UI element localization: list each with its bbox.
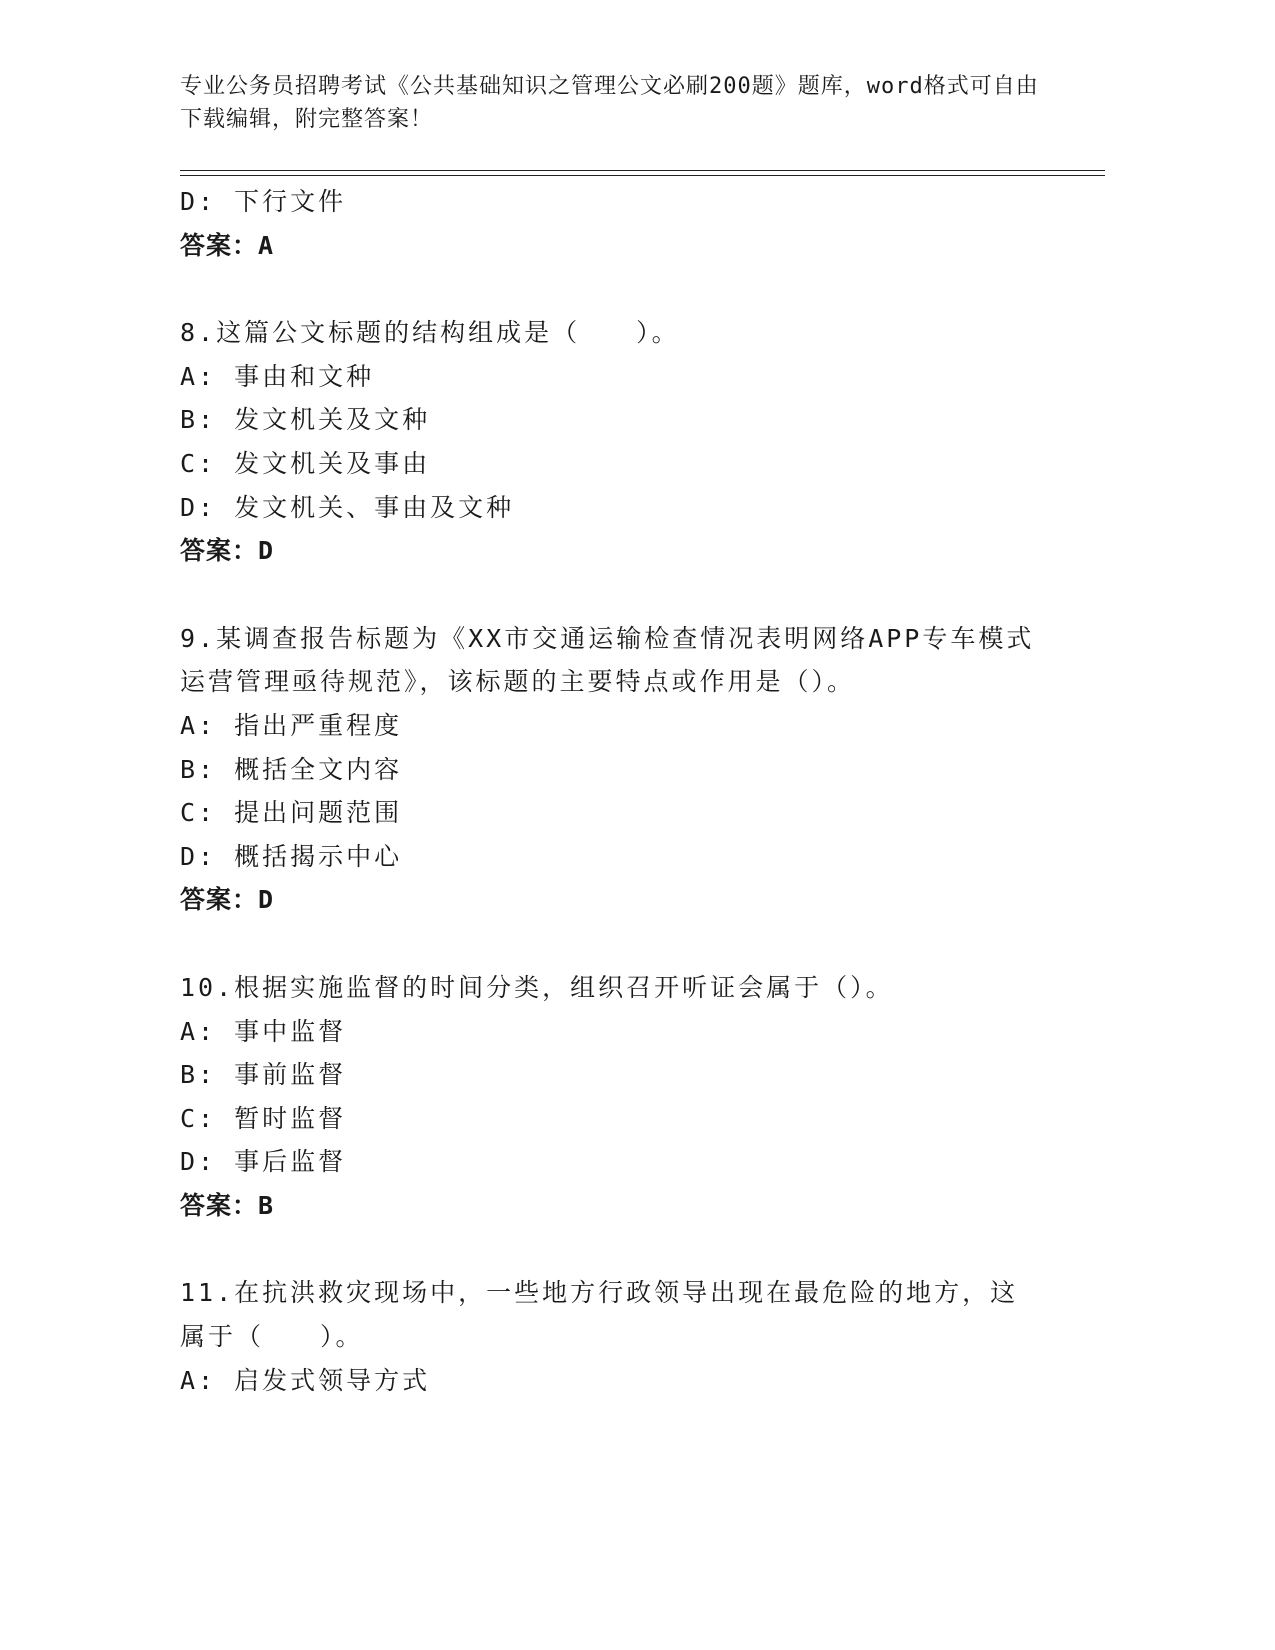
option-c: C: 提出问题范围 xyxy=(180,798,403,828)
answer-line: 答案：D xyxy=(180,885,275,915)
header-divider-top xyxy=(180,170,1105,171)
answer-line: 答案：B xyxy=(180,1190,275,1220)
answer-line: 答案：A xyxy=(180,230,275,260)
answer-line: 答案：D xyxy=(180,536,275,566)
option-d: D: 概括揭示中心 xyxy=(180,841,403,871)
header-divider-bottom xyxy=(180,175,1105,176)
document-header: 专业公务员招聘考试《公共基础知识之管理公文必刷200题》题库，word格式可自由下载编辑，附完整答案！ xyxy=(180,74,1039,132)
question-stem: 10.根据实施监督的时间分类，组织召开听证会属于（）。 xyxy=(180,972,894,1002)
option-d: D: 下行文件 xyxy=(180,187,347,216)
question-stem: 9.某调查报告标题为《XX市交通运输检查情况表明网络APP专车模式运营管理亟待规范》，该标题的主要特点或作用是（）。 xyxy=(180,623,1035,697)
option-a: A: 指出严重程度 xyxy=(180,710,403,740)
previous-question-tail xyxy=(180,180,1040,267)
option-a: A: 事中监督 xyxy=(180,1016,347,1046)
option-c: C: 发文机关及事由 xyxy=(180,448,431,478)
question-11 xyxy=(180,1271,1040,1402)
option-d: D: 发文机关、事由及文种 xyxy=(180,492,515,522)
option-b: B: 概括全文内容 xyxy=(180,754,403,784)
option-a: A: 事由和文种 xyxy=(180,361,375,391)
option-b: B: 发文机关及文种 xyxy=(180,405,431,435)
option-d: D: 事后监督 xyxy=(180,1147,347,1177)
question-10 xyxy=(180,966,1040,1228)
question-stem: 11.在抗洪救灾现场中，一些地方行政领导出现在最危险的地方，这属于（ ）。 xyxy=(180,1278,1019,1352)
question-stem: 8.这篇公文标题的结构组成是（ ）。 xyxy=(180,318,680,348)
option-a: A: 启发式领导方式 xyxy=(180,1365,431,1395)
question-9 xyxy=(180,617,1040,922)
option-c: C: 暂时监督 xyxy=(180,1103,347,1133)
question-list xyxy=(180,180,1040,1402)
option-b: B: 事前监督 xyxy=(180,1060,347,1090)
question-8 xyxy=(180,311,1040,573)
